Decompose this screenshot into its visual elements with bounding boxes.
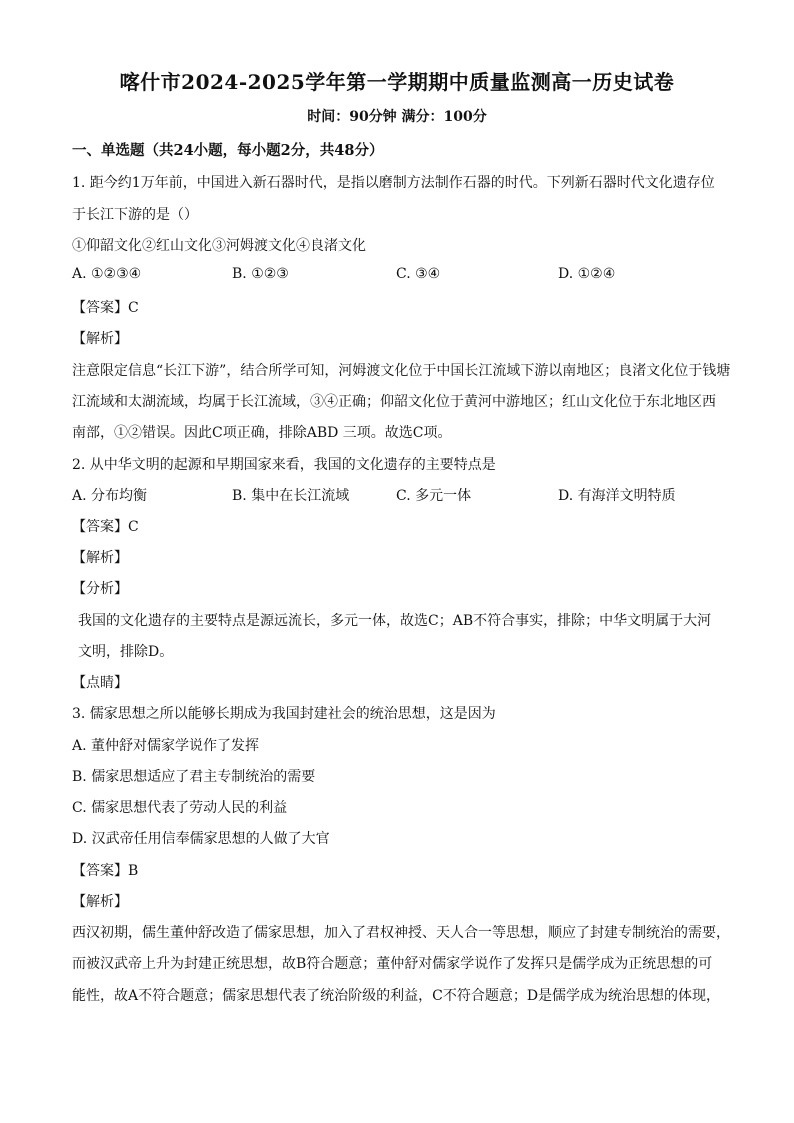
q2-analysis-line-1: 我国的文化遗存的主要特点是源远流长，多元一体，故选C；AB不符合事实，排除；中华文明属于大河 xyxy=(78,613,712,629)
exam-title: 喀什市2024-2025学年第一学期期中质量监测高一历史试卷 xyxy=(119,70,675,94)
q3-option-c: C. 儒家思想代表了劳动人民的利益 xyxy=(72,800,288,816)
q3-analysis-label: 【解析】 xyxy=(72,894,128,910)
q1-stem-line-3: ①仰韶文化②红山文化③河姆渡文化④良渚文化 xyxy=(72,238,366,254)
q2-analysis-label: 【解析】 xyxy=(72,550,128,566)
q1-answer: 【答案】C xyxy=(72,300,139,316)
q1-stem-line-2: 于长江下游的是（） xyxy=(72,207,198,223)
q2-dianjing-label: 【点睛】 xyxy=(72,675,128,691)
q3-stem-line-1: 3. 儒家思想之所以能够长期成为我国封建社会的统治思想，这是因为 xyxy=(72,706,496,722)
q3-option-a: A. 董仲舒对儒家学说作了发挥 xyxy=(72,738,260,754)
q1-analysis-line-1: 注意限定信息“长江下游”，结合所学可知，河姆渡文化位于中国长江流域下游以南地区；良渚文化位于钱塘 xyxy=(72,363,731,379)
exam-time-and-score: 时间：90分钟 满分：100分 xyxy=(307,109,487,125)
q3-option-b: B. 儒家思想适应了君主专制统治的需要 xyxy=(72,769,316,785)
q2-option-c: C. 多元一体 xyxy=(396,488,472,504)
q1-option-b: B. ①②③ xyxy=(232,266,289,282)
q1-analysis-label: 【解析】 xyxy=(72,331,128,347)
q2-option-b: B. 集中在长江流域 xyxy=(232,488,350,504)
q3-analysis-line-1: 西汉初期，儒生董仲舒改造了儒家思想，加入了君权神授、天人合一等思想，顺应了封建专制统治的需要， xyxy=(72,925,730,941)
q2-analysis-line-2: 文明，排除D。 xyxy=(78,644,174,660)
q2-fenxi-label: 【分析】 xyxy=(72,581,128,597)
q3-option-d: D. 汉武帝任用信奉儒家思想的人做了大官 xyxy=(72,831,330,847)
q2-answer: 【答案】C xyxy=(72,519,139,535)
q3-analysis-line-3: 能性，故A不符合题意；儒家思想代表了统治阶级的利益，C不符合题意；D是儒学成为统治思想的体现， xyxy=(72,988,721,1004)
q3-analysis-line-2: 而被汉武帝上升为封建正统思想，故B符合题意；董仲舒对儒家学说作了发挥只是儒学成为正统思想的可 xyxy=(72,956,713,972)
q1-option-a: A. ①②③④ xyxy=(72,266,142,282)
q1-option-c: C. ③④ xyxy=(396,266,441,282)
section-heading-single-choice: 一、单选题（共24小题，每小题2分，共48分） xyxy=(72,142,384,159)
q2-option-d: D. 有海洋文明特质 xyxy=(558,488,676,504)
q2-stem-line-1: 2. 从中华文明的起源和早期国家来看，我国的文化遗存的主要特点是 xyxy=(72,457,496,473)
q3-answer: 【答案】B xyxy=(72,863,139,879)
q1-option-d: D. ①②④ xyxy=(558,266,616,282)
q1-analysis-line-2: 江流域和太湖流域，均属于长江流域，③④正确；仰韶文化位于黄河中游地区；红山文化位于东北地区西 xyxy=(72,394,716,410)
q1-stem-line-1: 1. 距今约1万年前，中国进入新石器时代，是指以磨制方法制作石器的时代。下列新石器时代文化遗存位 xyxy=(72,175,715,191)
q1-analysis-line-3: 南部，①②错误。因此C项正确，排除ABD 三项。故选C项。 xyxy=(72,425,452,441)
q2-option-a: A. 分布均衡 xyxy=(72,488,148,504)
